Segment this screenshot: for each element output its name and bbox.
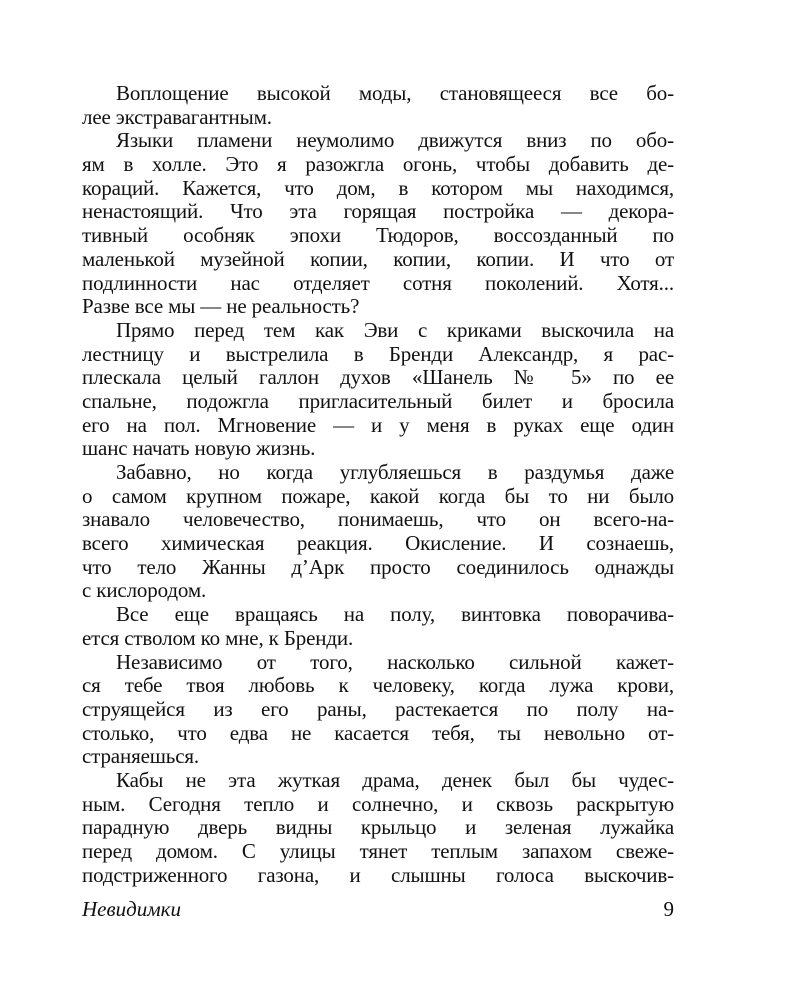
text-line: его на пол. Мгновение — и у меня в руках еще один: [82, 412, 674, 437]
paragraph: [82, 129, 674, 319]
text-line: шанс начать новую жизнь.: [82, 436, 316, 461]
text-line: Разве все мы — не реальность?: [82, 294, 360, 319]
text-line: кораций. Кажется, что дом, в котором мы находимся,: [82, 175, 674, 200]
text-line: Языки пламени неумолимо движутся вниз по обо-: [116, 128, 674, 153]
text-line: маленькой музейной копии, копии, копии. И что от: [82, 246, 674, 271]
text-line: о самом крупном пожаре, какой когда бы то ни было: [82, 483, 674, 508]
page-number: 9: [663, 897, 674, 921]
text-line: страняешься.: [82, 744, 199, 769]
text-line: Воплощение высокой моды, становящееся все бо-: [116, 81, 674, 105]
text-line: плескала целый галлон духов «Шанель № 5» по ее: [82, 365, 674, 390]
paragraph: [82, 769, 674, 887]
text-line: подлинности нас отделяет сотня поколений. Хотя...: [82, 270, 674, 295]
running-footer-title: Невидимки: [82, 897, 181, 921]
text-line: ненастоящий. Что эта горящая постройка — декора-: [82, 199, 674, 224]
paragraph: [82, 82, 674, 129]
text-line: тивный особняк эпохи Тюдоров, воссозданный по: [82, 223, 674, 248]
text-line: Все еще вращаясь на полу, винтовка поворачива-: [116, 602, 674, 627]
text-line: парадную дверь видны крыльцо и зеленая лужайка: [82, 815, 674, 840]
text-line: Независимо от того, насколько сильной кажет-: [116, 649, 674, 674]
paragraph: [82, 461, 674, 603]
text-line: спальне, подожгла пригласительный билет и бросила: [82, 388, 674, 413]
text-line: ям в холле. Это я разожгла огонь, чтобы добавить де-: [82, 152, 674, 177]
paragraph: [82, 319, 674, 461]
text-line: подстриженного газона, и слышны голоса выскочив-: [82, 862, 674, 887]
text-line: столько, что едва не касается тебя, ты невольно от-: [82, 720, 674, 745]
text-line: перед домом. С улицы тянет теплым запахом свеже-: [82, 839, 674, 863]
text-line: всего химическая реакция. Окисление. И сознаешь,: [82, 531, 674, 556]
page-body: [82, 82, 674, 887]
text-line: ется стволом ко мне, к Бренди.: [82, 625, 354, 650]
text-line: струящейся из его раны, растекается по полу на-: [82, 696, 674, 721]
text-line: Забавно, но когда углубляешься в раздумья даже: [116, 460, 674, 484]
text-line: ся тебе твоя любовь к человеку, когда лужа крови,: [82, 673, 674, 698]
paragraph: [82, 603, 674, 650]
text-line: знавало человечество, понимаешь, что он всего-на-: [82, 507, 674, 532]
text-line: ным. Сегодня тепло и солнечно, и сквозь раскрытую: [82, 791, 674, 816]
text-line: с кислородом.: [82, 578, 207, 603]
text-line: лее экстравагантным.: [82, 104, 272, 129]
text-line: Кабы не эта жуткая драма, денек был бы чудес-: [116, 767, 674, 792]
paragraph: [82, 651, 674, 769]
text-line: что тело Жанны д’Арк просто соединилось однажды: [82, 554, 674, 579]
text-line: Прямо перед тем как Эви с криками выскочила на: [116, 317, 674, 342]
text-line: лестницу и выстрелила в Бренди Александр, я рас-: [82, 341, 674, 366]
